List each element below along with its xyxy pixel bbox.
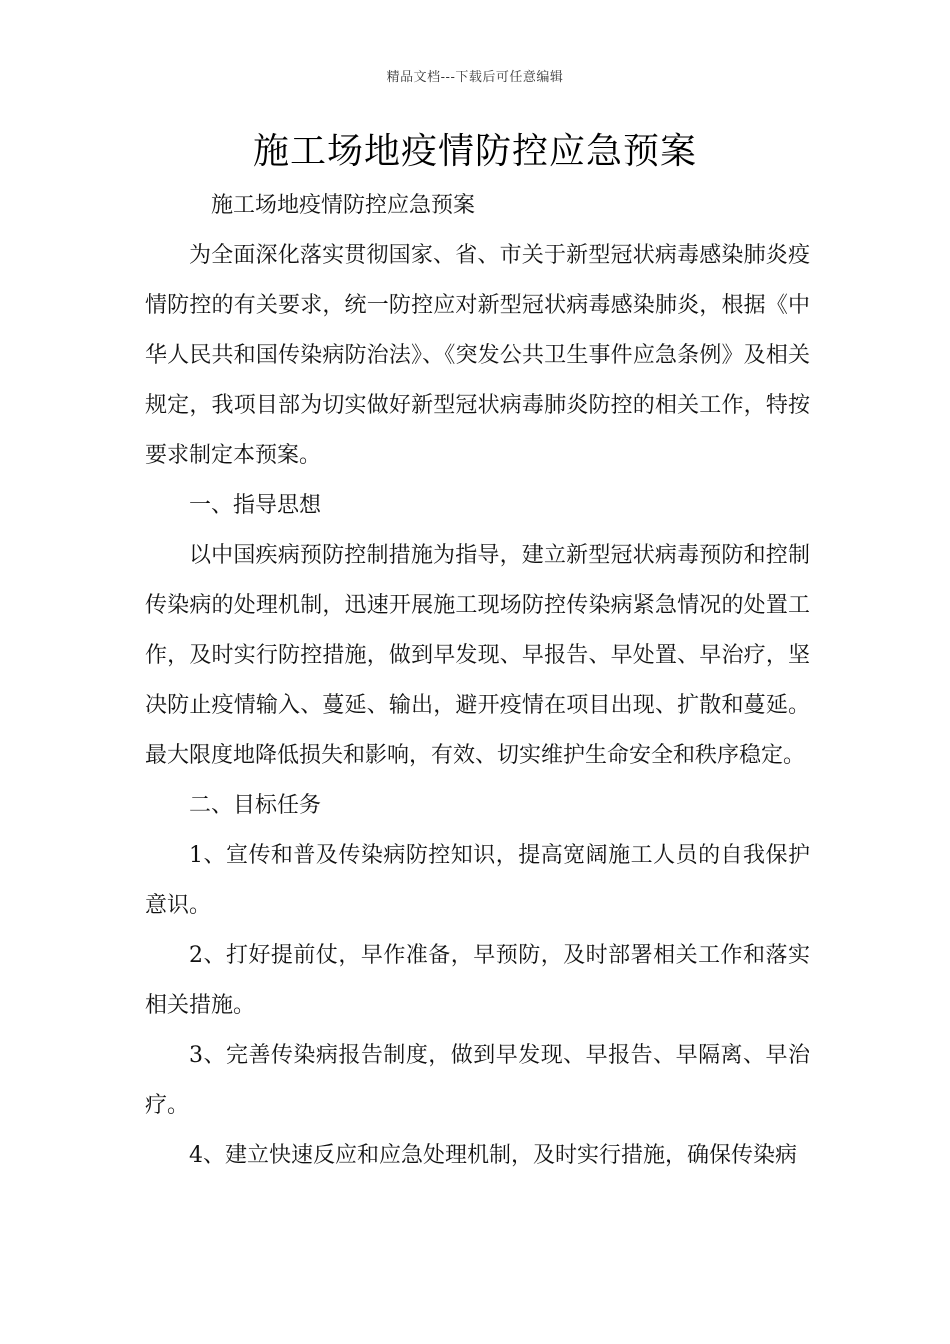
- objective-item-1: 1、宣传和普及传染病防控知识，提高宽阔施工人员的自我保护意识。: [145, 843, 810, 918]
- objective-item-3: 3、完善传染病报告制度，做到早发现、早报告、早隔离、早治疗。: [145, 1043, 810, 1118]
- objective-item-2: 2、打好提前仗，早作准备，早预防，及时部署相关工作和落实相关措施。: [145, 943, 810, 1018]
- objective-item-4: 4、建立快速反应和应急处理机制，及时实行措施，确保传染病: [189, 1143, 797, 1168]
- document-title: 施工场地疫情防控应急预案: [252, 131, 697, 172]
- header-note: 精品文档---下载后可任意编辑: [386, 70, 564, 85]
- document-body: [145, 181, 810, 1181]
- document-subtitle: 施工场地疫情防控应急预案: [211, 193, 476, 218]
- section-heading-objectives: 二、目标任务: [189, 793, 322, 818]
- section-heading-guiding-ideology: 一、指导思想: [189, 493, 322, 518]
- guiding-ideology-paragraph: 以中国疾病预防控制措施为指导，建立新型冠状病毒预防和控制传染病的处理机制，迅速开展施工现场防控传染病紧急情况的处置工作，及时实行防控措施，做到早发现、早报告、早处置、早治疗，坚决防止疫情输入、蔓延、输出，避开疫情在项目出现、扩散和蔓延。最大限度地降低损失和影响，有效、切实维护生命安全和秩序稳定。: [145, 543, 810, 768]
- intro-paragraph: 为全面深化落实贯彻国家、省、市关于新型冠状病毒感染肺炎疫情防控的有关要求，统一防控应对新型冠状病毒感染肺炎，根据《中华人民共和国传染病防治法》、《突发公共卫生事件应急条例》及相关规定，我项目部为切实做好新型冠状病毒肺炎防控的相关工作，特按要求制定本预案。: [145, 243, 810, 468]
